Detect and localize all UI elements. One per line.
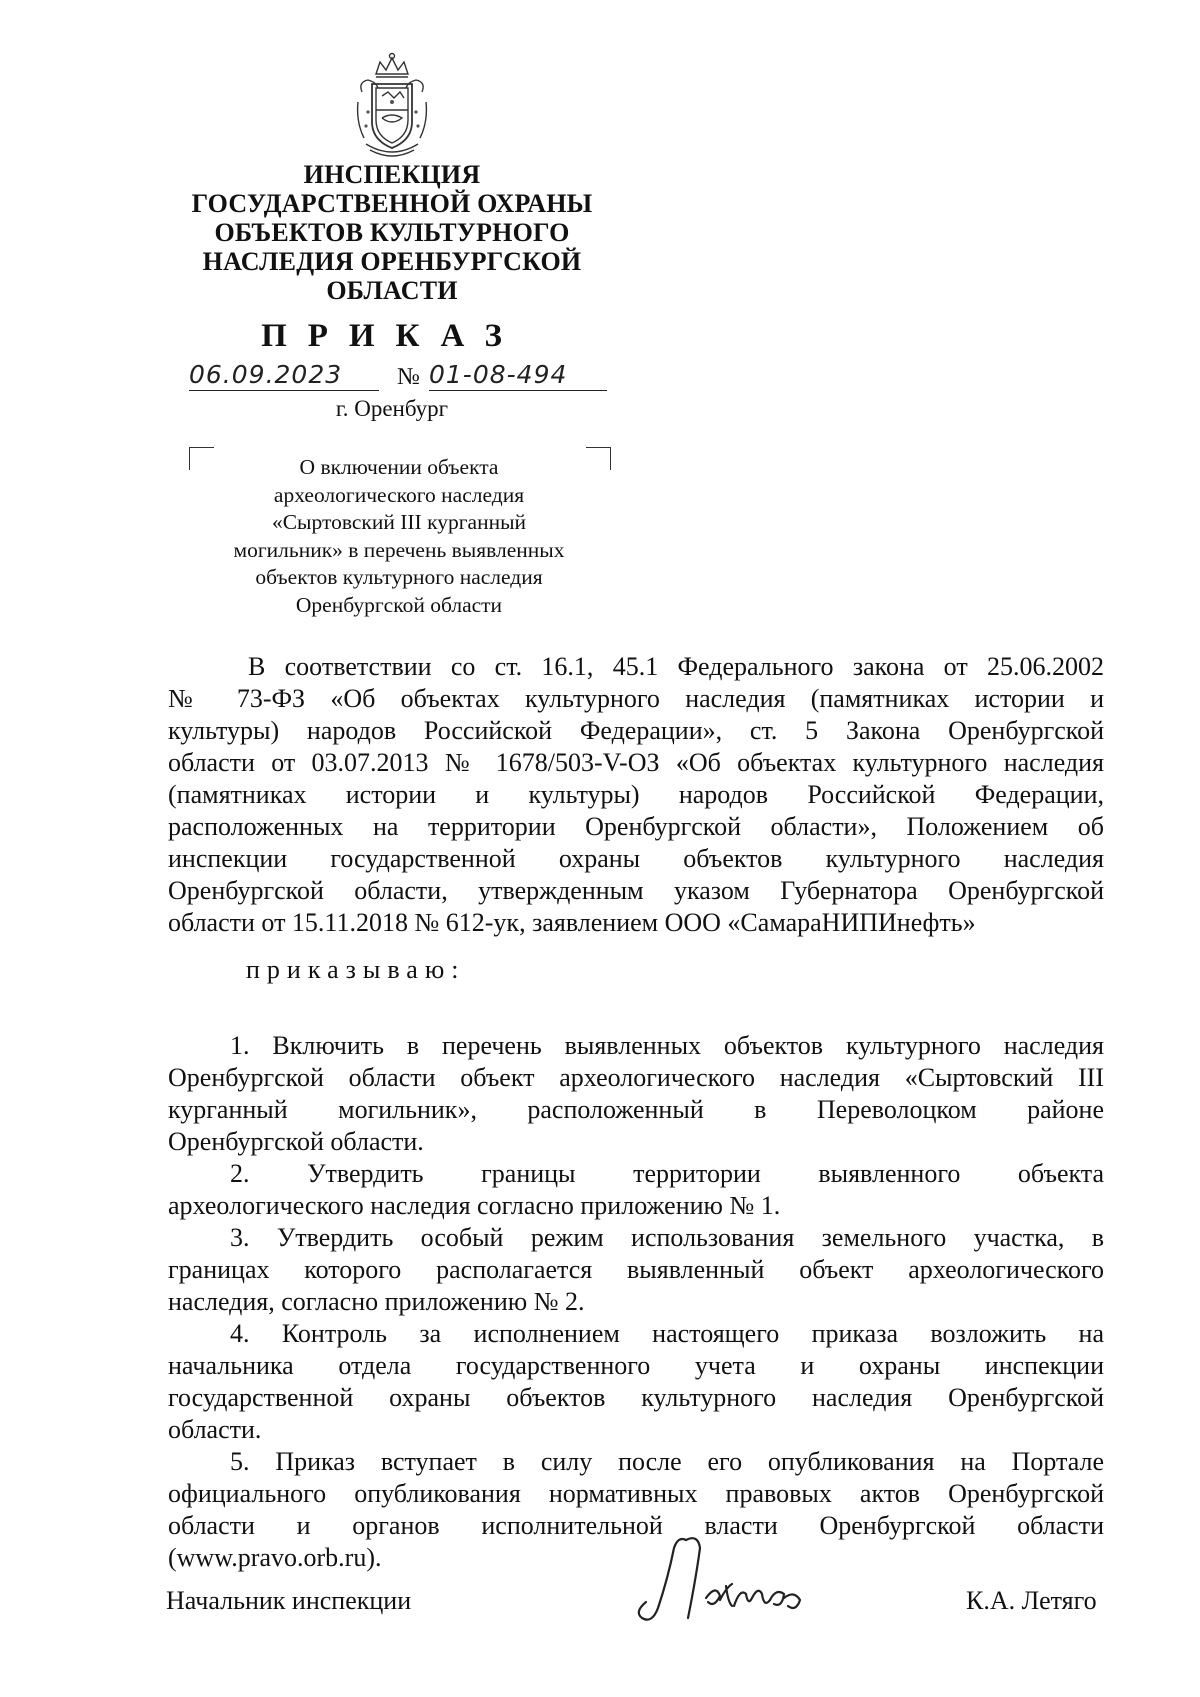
city: г. Оренбург <box>335 396 449 421</box>
preamble-line: № 73-ФЗ «Об объектах культурного наследия (памятниках истории и <box>168 684 1104 713</box>
item-line: 1. Включить в перечень выявленных объектов культурного наследия <box>230 1031 1104 1060</box>
signatory-name: К.А. Летяго <box>966 1586 1097 1615</box>
authority-line: ГОСУДАРСТВЕННОЙ ОХРАНЫ <box>191 189 593 218</box>
preamble-line: Оренбургской области, утвержденным указом Губернатора Оренбургской <box>168 876 1104 905</box>
item-line: области. <box>168 1415 262 1444</box>
preamble-line: (памятниках истории и культуры) народов Российской Федерации, <box>168 780 1104 809</box>
authority-line: ИНСПЕКЦИЯ <box>303 160 481 189</box>
preamble-line: расположенных на территории Оренбургской области», Положением об <box>168 812 1104 841</box>
handwritten-number: 01-08-494 <box>429 360 607 391</box>
coat-of-arms-icon <box>352 52 432 160</box>
item-line: государственной охраны объектов культурного наследия Оренбургской <box>168 1383 1104 1412</box>
decree-word: приказываю: <box>246 955 466 984</box>
preamble-line: В соответствии со ст. 16.1, 45.1 Федерального закона от 25.06.2002 <box>248 652 1104 681</box>
subject-line: могильник» в перечень выявленных <box>233 537 565 562</box>
item-line: начальника отдела государственного учета и охраны инспекции <box>168 1351 1104 1380</box>
item-line: курганный могильник», расположенный в Переволоцком районе <box>168 1095 1104 1124</box>
item-line: границах которого располагается выявленный объект археологического <box>168 1255 1104 1284</box>
subject-line: «Сыртовский III курганный <box>271 510 527 535</box>
handwritten-date: 06.09.2023 <box>189 360 379 391</box>
authority-line: ОБЛАСТИ <box>326 276 458 305</box>
item-line: 5. Приказ вступает в силу после его опубликования на Портале <box>230 1447 1104 1476</box>
item-line: Оренбургской области. <box>168 1127 424 1156</box>
document-subject <box>188 454 610 620</box>
authority-line: НАСЛЕДИЯ ОРЕНБУРГСКОЙ <box>202 247 582 276</box>
item-line: Оренбургской области объект археологического наследия «Сыртовский III <box>168 1063 1104 1092</box>
item-line: (www.pravo.orb.ru). <box>168 1543 382 1572</box>
preamble-line: области от 03.07.2013 № 1678/503-V-ОЗ «Об объектах культурного наследия <box>168 748 1104 777</box>
item-line: официального опубликования нормативных правовых актов Оренбургской <box>168 1479 1104 1508</box>
subject-line: Оренбургской области <box>295 592 503 617</box>
item-line: археологического наследия согласно приложению № 1. <box>168 1191 781 1220</box>
authority-line: ОБЪЕКТОВ КУЛЬТУРНОГО <box>214 218 570 247</box>
authority-name <box>178 160 606 305</box>
item-line: наследия, согласно приложению № 2. <box>168 1287 585 1316</box>
document-type: ПРИКАЗ <box>261 318 523 354</box>
handwritten-signature <box>628 1528 828 1638</box>
item-line: 3. Утвердить особый режим использования земельного участка, в <box>230 1223 1104 1252</box>
subject-line: О включении объекта <box>299 455 499 479</box>
signatory-title: Начальник инспекции <box>166 1586 412 1615</box>
item-line: 4. Контроль за исполнением настоящего приказа возложить на <box>230 1319 1104 1348</box>
item-line: области и органов исполнительной власти Оренбургской области <box>168 1511 1104 1540</box>
preamble-line: культуры) народов Российской Федерации», ст. 5 Закона Оренбургской <box>168 716 1104 745</box>
date-number-line <box>185 362 615 396</box>
number-sign: № <box>397 364 420 390</box>
item-line: 2. Утвердить границы территории выявленного объекта <box>230 1159 1104 1188</box>
subject-line: археологического наследия <box>273 482 525 507</box>
subject-line: объектов культурного наследия <box>255 565 543 590</box>
preamble-line: инспекции государственной охраны объектов культурного наследия <box>168 844 1104 873</box>
preamble-line: области от 15.11.2018 № 612-ук, заявлением ООО «СамараНИПИнефть» <box>168 908 976 937</box>
